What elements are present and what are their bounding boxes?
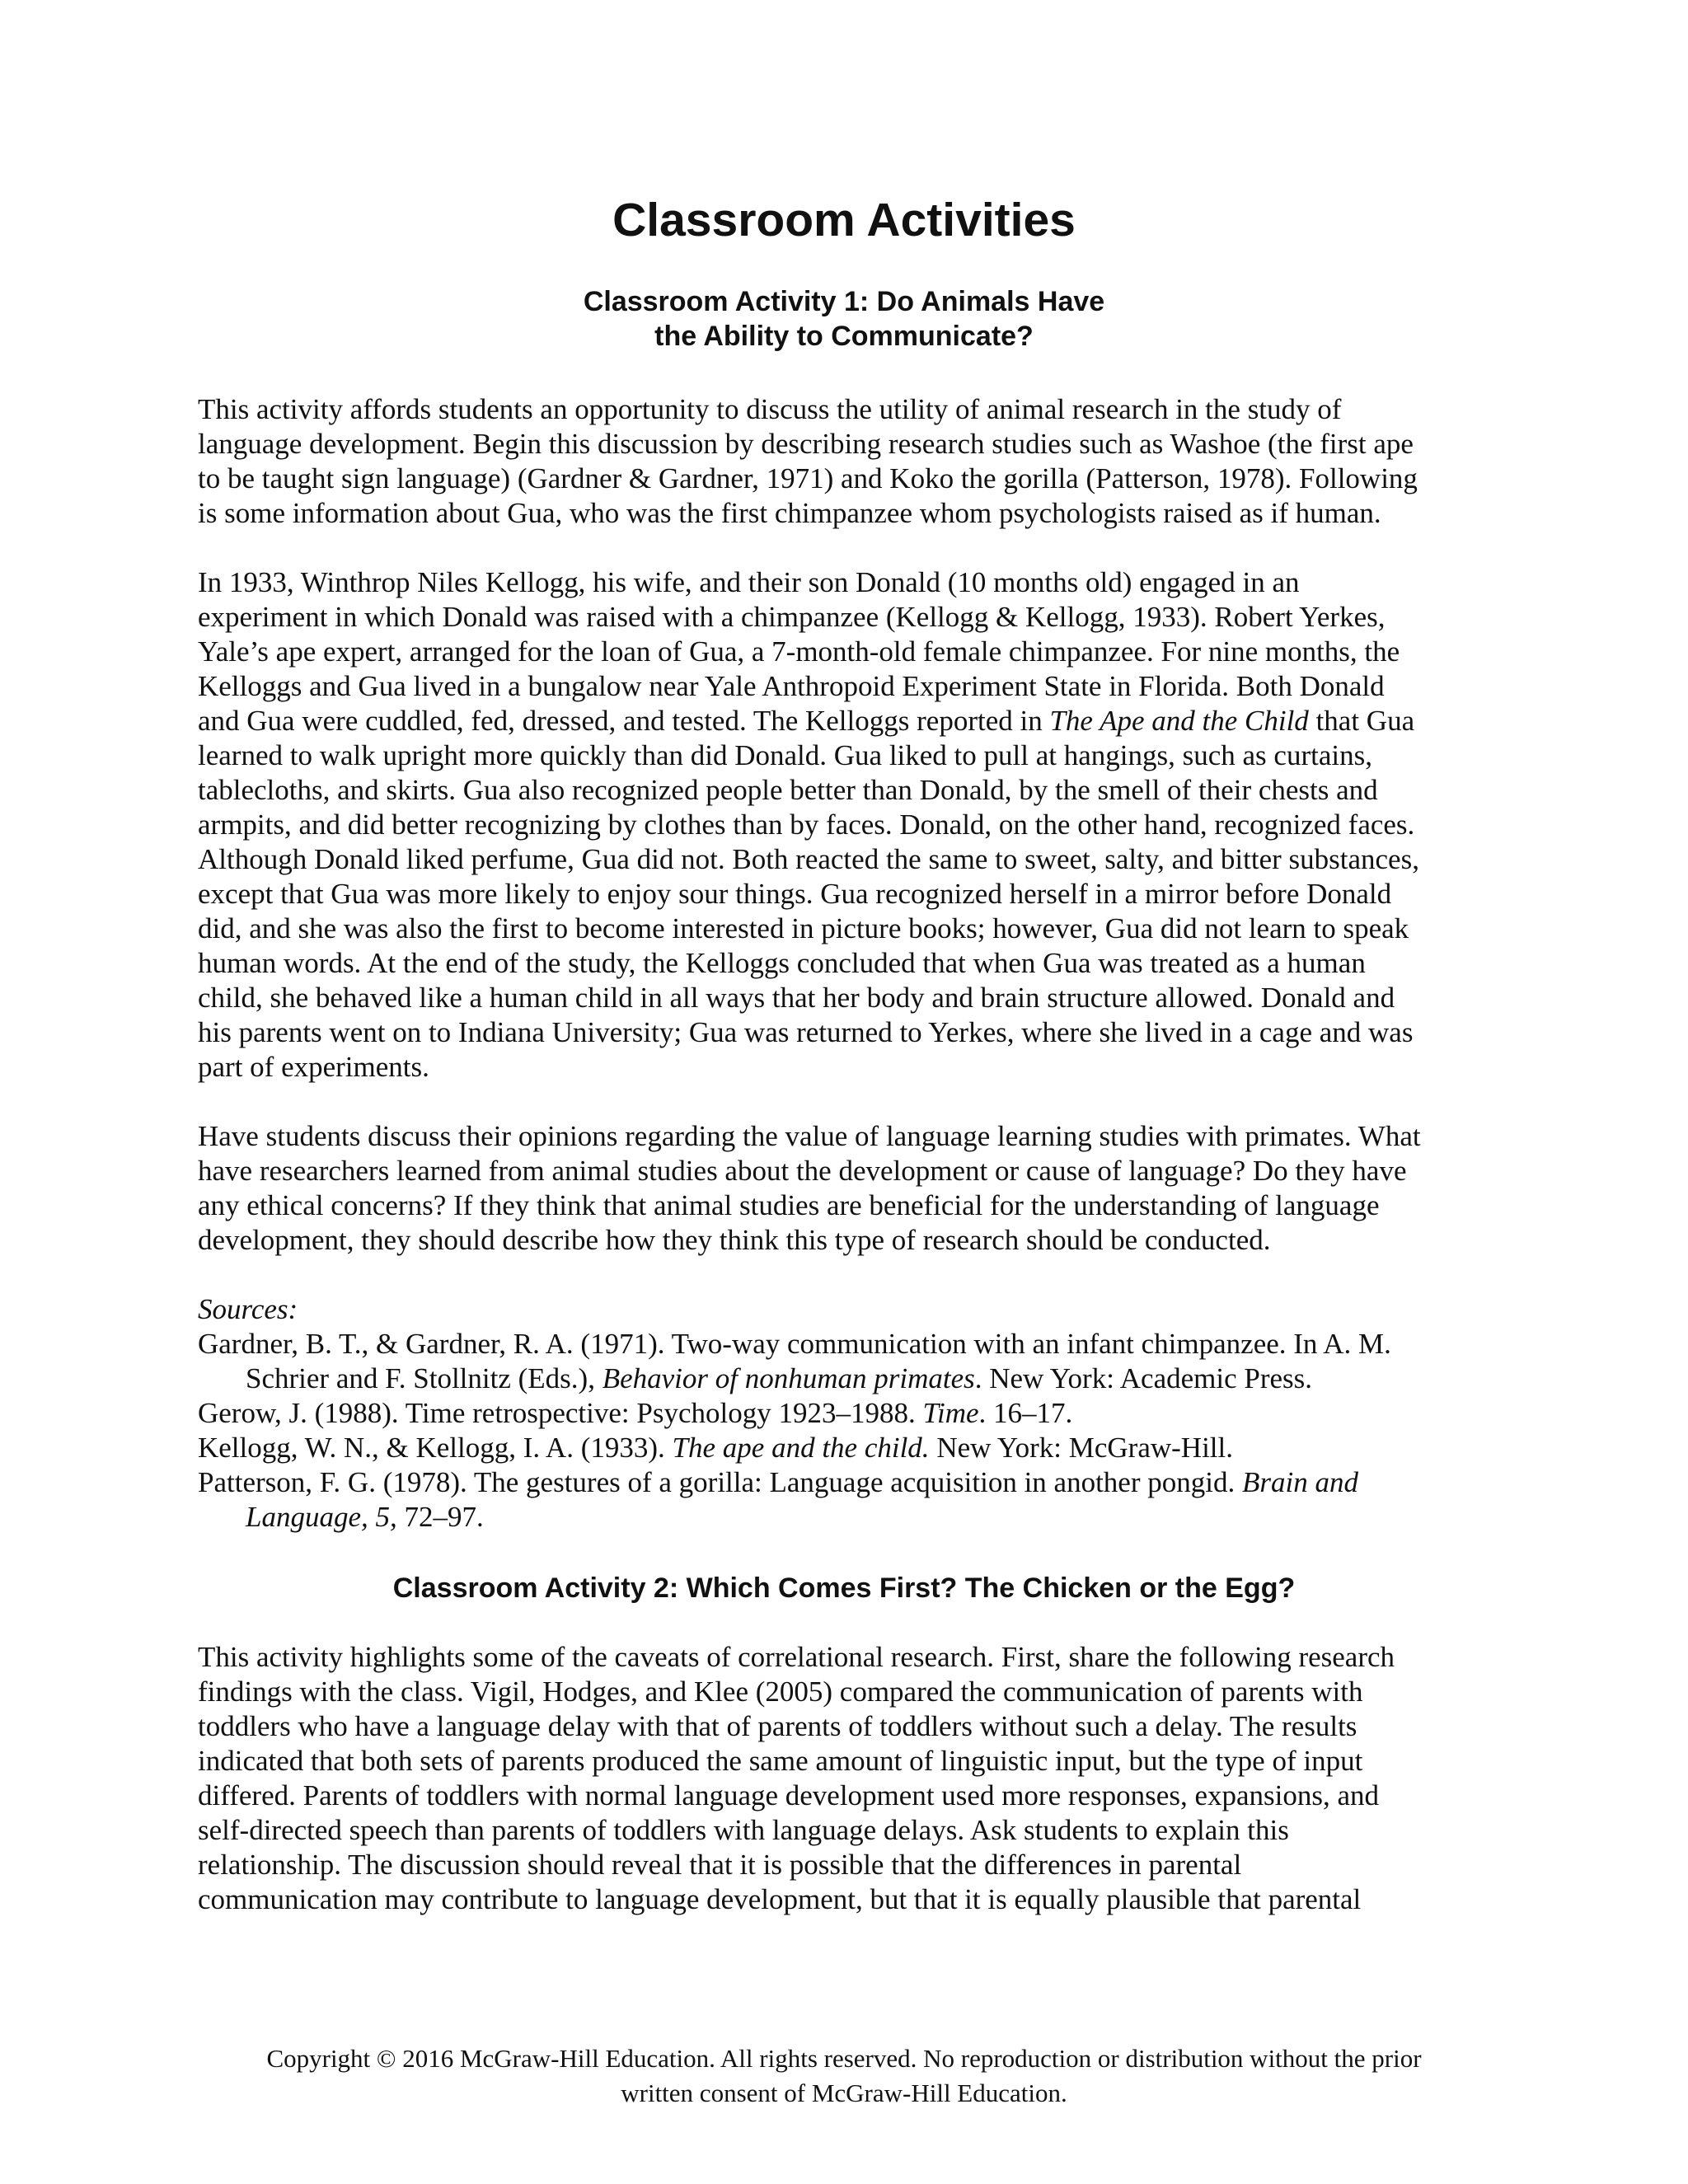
paragraph-line: learned to walk upright more quickly than did Donald. Gua liked to pull at hangings, such as curtains, xyxy=(198,739,1372,771)
book-title-italic: The ape and the child. xyxy=(672,1432,930,1464)
reference-line xyxy=(198,1500,1517,1535)
footer-line: written consent of McGraw-Hill Education. xyxy=(621,2079,1067,2107)
text-run: New York: McGraw-Hill. xyxy=(929,1432,1234,1464)
activity1-intro-paragraph xyxy=(198,392,1517,531)
paragraph-line: Although Donald liked perfume, Gua did not. Both reacted the same to sweet, salty, and bitter substances, xyxy=(198,843,1419,875)
text-run: that Gua xyxy=(1308,705,1415,737)
paragraph-line: did, and she was also the first to become interested in picture books; however, Gua did not learn to speak xyxy=(198,912,1409,944)
copyright-footer xyxy=(0,2041,1688,2111)
paragraph-line: part of experiments. xyxy=(198,1051,429,1083)
reference-gerow xyxy=(198,1396,1517,1431)
activity1-heading xyxy=(0,284,1688,354)
text-run: . New York: Academic Press. xyxy=(974,1362,1313,1394)
paragraph-line: except that Gua was more likely to enjoy sour things. Gua recognized herself in a mirror before Donald xyxy=(198,878,1392,910)
paragraph-line: language development. Begin this discussion by describing research studies such as Washoe (the first ape xyxy=(198,428,1414,460)
text-run: Patterson, F. G. (1978). The gestures of a gorilla: Language acquisition in another pongid. xyxy=(198,1466,1242,1498)
footer-line: Copyright © 2016 McGraw-Hill Education. All rights reserved. No reproduction or distribution without the prior xyxy=(266,2044,1422,2073)
sources-label: Sources: xyxy=(198,1293,298,1325)
reference-kellogg xyxy=(198,1431,1517,1465)
paragraph-line: armpits, and did better recognizing by clothes than by faces. Donald, on the other hand, recognized faces. xyxy=(198,808,1415,841)
page-title: Classroom Activities xyxy=(612,194,1076,246)
paragraph-line: Have students discuss their opinions regarding the value of language learning studies with primates. What xyxy=(198,1120,1421,1152)
paragraph-line xyxy=(198,704,1517,738)
paragraph-line: differed. Parents of toddlers with normal language development used more responses, expansions, and xyxy=(198,1779,1380,1811)
text-run: and Gua were cuddled, fed, dressed, and tested. The Kelloggs reported in xyxy=(198,705,1050,737)
paragraph-line: findings with the class. Vigil, Hodges, and Klee (2005) compared the communication of parents with xyxy=(198,1675,1363,1708)
paragraph-line: Yale’s ape expert, arranged for the loan of Gua, a 7-month-old female chimpanzee. For nine months, the xyxy=(198,635,1400,668)
reference-line xyxy=(198,1361,1517,1396)
sources-section xyxy=(198,1292,1517,1535)
paragraph-line: to be taught sign language) (Gardner & Gardner, 1971) and Koko the gorilla (Patterson, 1978). Following xyxy=(198,462,1418,494)
journal-title-italic: Language, 5, xyxy=(246,1501,397,1533)
paragraph-line: human words. At the end of the study, the Kelloggs concluded that when Gua was treated as a human xyxy=(198,947,1366,979)
book-title-italic: The Ape and the Child xyxy=(1049,705,1309,737)
paragraph-line: is some information about Gua, who was the first chimpanzee whom psychologists raised as if human. xyxy=(198,497,1381,529)
text-run: Schrier and F. Stollnitz (Eds.), xyxy=(246,1362,603,1394)
activity2-paragraph xyxy=(198,1640,1517,1917)
book-title-italic: Behavior of nonhuman primates xyxy=(602,1362,975,1394)
paragraph-line: Kelloggs and Gua lived in a bungalow near Yale Anthropoid Experiment State in Florida. Both Donald xyxy=(198,670,1385,702)
text-run: . 16–17. xyxy=(978,1397,1073,1429)
activity2-heading: Classroom Activity 2: Which Comes First? The Chicken or the Egg? xyxy=(392,1572,1296,1604)
paragraph-line: indicated that both sets of parents produced the same amount of linguistic input, but the type of input xyxy=(198,1745,1363,1777)
text-run: Gerow, J. (1988). Time retrospective: Psychology 1923–1988. xyxy=(198,1397,923,1429)
paragraph-line: any ethical concerns? If they think that animal studies are beneficial for the understanding of language xyxy=(198,1189,1380,1221)
activity1-discussion-paragraph xyxy=(198,1119,1517,1258)
paragraph-line: have researchers learned from animal studies about the development or cause of language? Do they have xyxy=(198,1155,1407,1187)
paragraph-line: toddlers who have a language delay with that of parents of toddlers without such a delay. The results xyxy=(198,1710,1357,1742)
reference-patterson xyxy=(198,1465,1517,1535)
paragraph-line: In 1933, Winthrop Niles Kellogg, his wife, and their son Donald (10 months old) engaged in an xyxy=(198,566,1300,598)
paragraph-line: his parents went on to Indiana University; Gua was returned to Yerkes, where she lived in a cage and was xyxy=(198,1016,1414,1048)
paragraph-line: communication may contribute to language development, but that it is equally plausible that parental xyxy=(198,1883,1362,1915)
paragraph-line: tablecloths, and skirts. Gua also recognized people better than Donald, by the smell of their chests and xyxy=(198,774,1378,806)
paragraph-line: This activity highlights some of the caveats of correlational research. First, share the following research xyxy=(198,1641,1395,1673)
reference-line: Gardner, B. T., & Gardner, R. A. (1971). Two-way communication with an infant chimpanzee. In A. M. xyxy=(198,1328,1391,1360)
journal-title-italic: Brain and xyxy=(1241,1466,1358,1498)
paragraph-line: self-directed speech than parents of toddlers with language delays. Ask students to explain this xyxy=(198,1814,1289,1846)
text-run: Kellogg, W. N., & Kellogg, I. A. (1933). xyxy=(198,1432,673,1464)
activity1-gua-paragraph xyxy=(198,565,1517,1085)
reference-line xyxy=(198,1465,1517,1500)
paragraph-line: relationship. The discussion should reveal that it is possible that the differences in parental xyxy=(198,1849,1242,1881)
reference-gardner xyxy=(198,1327,1517,1396)
text-run: 72–97. xyxy=(396,1501,484,1533)
paragraph-line: This activity affords students an opportunity to discuss the utility of animal research in the study of xyxy=(198,393,1342,425)
paragraph-line: child, she behaved like a human child in all ways that her body and brain structure allowed. Donald and xyxy=(198,982,1395,1014)
activity1-heading-line2: the Ability to Communicate? xyxy=(654,321,1034,352)
paragraph-line: experiment in which Donald was raised with a chimpanzee (Kellogg & Kellogg, 1933). Robert Yerkes, xyxy=(198,601,1386,633)
paragraph-line: development, they should describe how they think this type of research should be conducted. xyxy=(198,1224,1271,1256)
journal-title-italic: Time xyxy=(922,1397,979,1429)
activity1-heading-line1: Classroom Activity 1: Do Animals Have xyxy=(583,286,1105,317)
